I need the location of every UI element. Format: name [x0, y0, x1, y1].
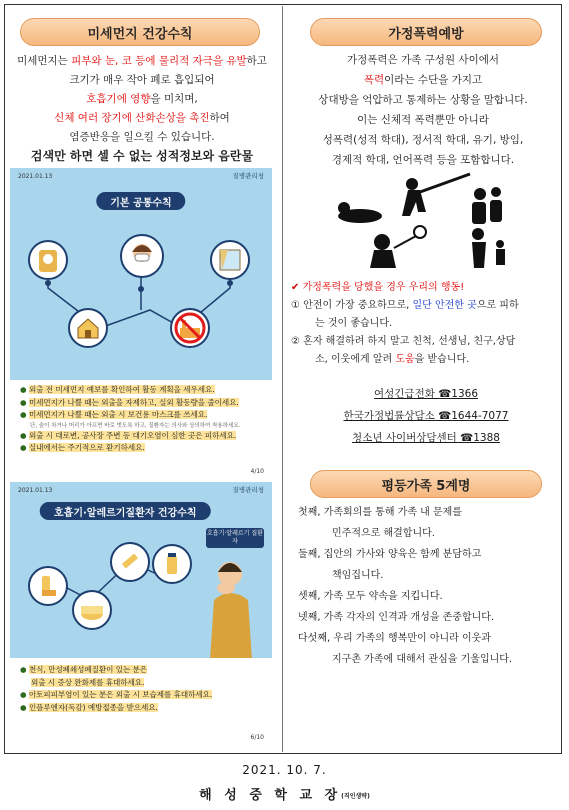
fine-dust-intro: 미세먼지는 피부와 눈, 코 등에 물리적 자극을 유발하고 크기가 매우 작아 폐로 흡입되어 호흡기에 영향을 미치며, 신체 여러 장기에 산화손상을 촉진하여 염증반응을 일으킬 수 있습니다. 검색만 하면 셀 수 없는 성적정보와 음란물: [17, 55, 267, 163]
rule-4: 넷째, 가족 각자의 인격과 개성을 존중합니다.: [298, 612, 495, 623]
domestic-violence-intro: 가정폭력은 가족 구성원 사이에서 폭력이라는 수단을 가지고 상대방을 억압하고 통제하는 상황을 말합니다. 이는 신체적 폭력뿐만 아니라 성폭력(성적 학대), 정서적 학대, 유기, 방임, 경제적 학대, 언어폭력 등을 포함합니다.: [318, 54, 528, 166]
window-curtain-icon: [210, 240, 250, 280]
list-item: ● 외출 전 미세먼지 예보를 확인하여 활동 계획을 세우세요.: [20, 385, 215, 394]
fine-dust-title: 미세먼지 건강수칙: [20, 18, 260, 46]
list-item: 외출 시 증상 완화제를 휴대하세요.: [31, 677, 145, 687]
principal-signature: 해 성 중 학 교 장(직인생략): [199, 788, 370, 803]
response-step-2: ② 혼자 해결하려 하지 말고 친척, 선생님, 친구,상담: [291, 336, 516, 347]
violence-silhouettes-illustration: [330, 172, 530, 272]
list-item: ● 미세먼지가 나쁠 때는 외출을 자제하고, 실외 활동량을 줄이세요.: [20, 397, 239, 407]
column-divider: [282, 6, 283, 752]
rule-5: 다섯째, 우리 가족의 행복만이 아니라 이웃과: [298, 633, 491, 644]
response-step-1: ① 안전이 가장 중요하므로, 일단 안전한 곳으로 피하: [291, 300, 519, 311]
page-number: 6/10: [250, 734, 264, 741]
list-item: ● 인플루엔자(독감) 예방접종을 받으세요.: [20, 702, 158, 712]
respiratory-rules-poster: 2021.01.13 질병관리청 호흡기·알레르기질환자 건강수칙 호흡기·알레르기 질환자 ● 천식, 만성폐쇄성폐질환이 있는 분은 외출 시 증상 완화제를 휴대하세요. ● 아토피피부염이 있는 분은 외출 시 보습제를 휴대하세요. ● 인플루엔자(독감) 예방접종을 받으세요. 6/10: [10, 482, 272, 744]
list-item: ● 실내에서는 주기적으로 환기하세요.: [20, 443, 145, 452]
list-item: ● 외출 시 대로변, 공사장 주변 등 대기오염이 심한 곳은 피하세요.: [20, 430, 237, 440]
syringe-icon: [110, 542, 150, 582]
rule-2: 둘째, 집안의 가사와 양육은 함께 분담하고: [298, 549, 482, 560]
rule-1: 첫째, 가족회의를 통해 가족 내 문제를: [298, 507, 462, 518]
domestic-violence-title: 가정폭력예방: [310, 18, 542, 46]
agency-logo: 질병관리청: [232, 486, 264, 494]
inhaler-icon: [28, 566, 68, 606]
mask-person-icon: [120, 234, 164, 278]
no-factory-icon: [170, 308, 210, 348]
patient-tag: 호흡기·알레르기 질환자: [206, 528, 264, 548]
poster-banner: 호흡기·알레르기질환자 건강수칙: [40, 502, 211, 520]
coughing-person-icon: [196, 548, 268, 660]
moisturizer-icon: [72, 590, 112, 630]
page-number: 4/10: [250, 468, 264, 475]
basic-rules-list: [10, 380, 272, 455]
vaccine-bottle-icon: [152, 544, 192, 584]
basic-rules-poster: 2021.01.13 질병관리청 기본 공통수칙 ● 외출 전 미세먼지 예보를 확인하여 활동 계획을 세우세요. ● 미세먼지가 나쁠 때는 외출을 자제하고, 실외 활동량을 줄이세요. ● 미세먼지가 나쁠 때는 외출 시 보건용 마스크를 쓰세요. 단, 숨이 차거나 머리가 아프면 바로 벗도록 하고, 질환자는 의사와 상의하여 착용하세요. ● 외출 시 대로변, 공사장 주변 등 대기오염이 심한 곳은 피하세요. ● 실내에서는 주기적으로 환기하세요. 4/10: [10, 168, 272, 478]
equal-family-title: 평등가족 5계명: [310, 470, 542, 498]
response-heading: ✔ 가정폭력을 당했을 경우 우리의 행동!: [291, 282, 465, 293]
list-item: ● 천식, 만성폐쇄성폐질환이 있는 분은: [20, 665, 148, 674]
check-icon: ✔: [291, 282, 300, 293]
respiratory-rules-list: [10, 658, 272, 714]
weather-check-icon: [28, 240, 68, 280]
home-icon: [68, 308, 108, 348]
poster-banner: 기본 공통수칙: [96, 192, 185, 210]
list-note: 단, 숨이 차거나 머리가 아프면 바로 벗도록 하고, 질환자는 의사와 상의하여 착용하세요.: [30, 422, 241, 429]
hotline-legal: 한국가정법률상담소 ☎1644-7077: [343, 410, 509, 422]
agency-logo: 질병관리청: [232, 172, 264, 180]
issue-date: 2021. 10. 7.: [242, 763, 327, 777]
seal-omitted: (직인생략): [341, 793, 370, 800]
hotline-women: 여성긴급전화 ☎1366: [374, 388, 478, 400]
list-item: ● 아토피피부염이 있는 분은 외출 시 보습제를 휴대하세요.: [20, 690, 213, 699]
list-item: ● 미세먼지가 나쁠 때는 외출 시 보건용 마스크를 쓰세요.: [20, 410, 208, 419]
rule-3: 셋째, 가족 모두 약속을 지킵니다.: [298, 591, 443, 602]
hotline-youth: 청소년 사이버상담센터 ☎1388: [352, 432, 500, 444]
